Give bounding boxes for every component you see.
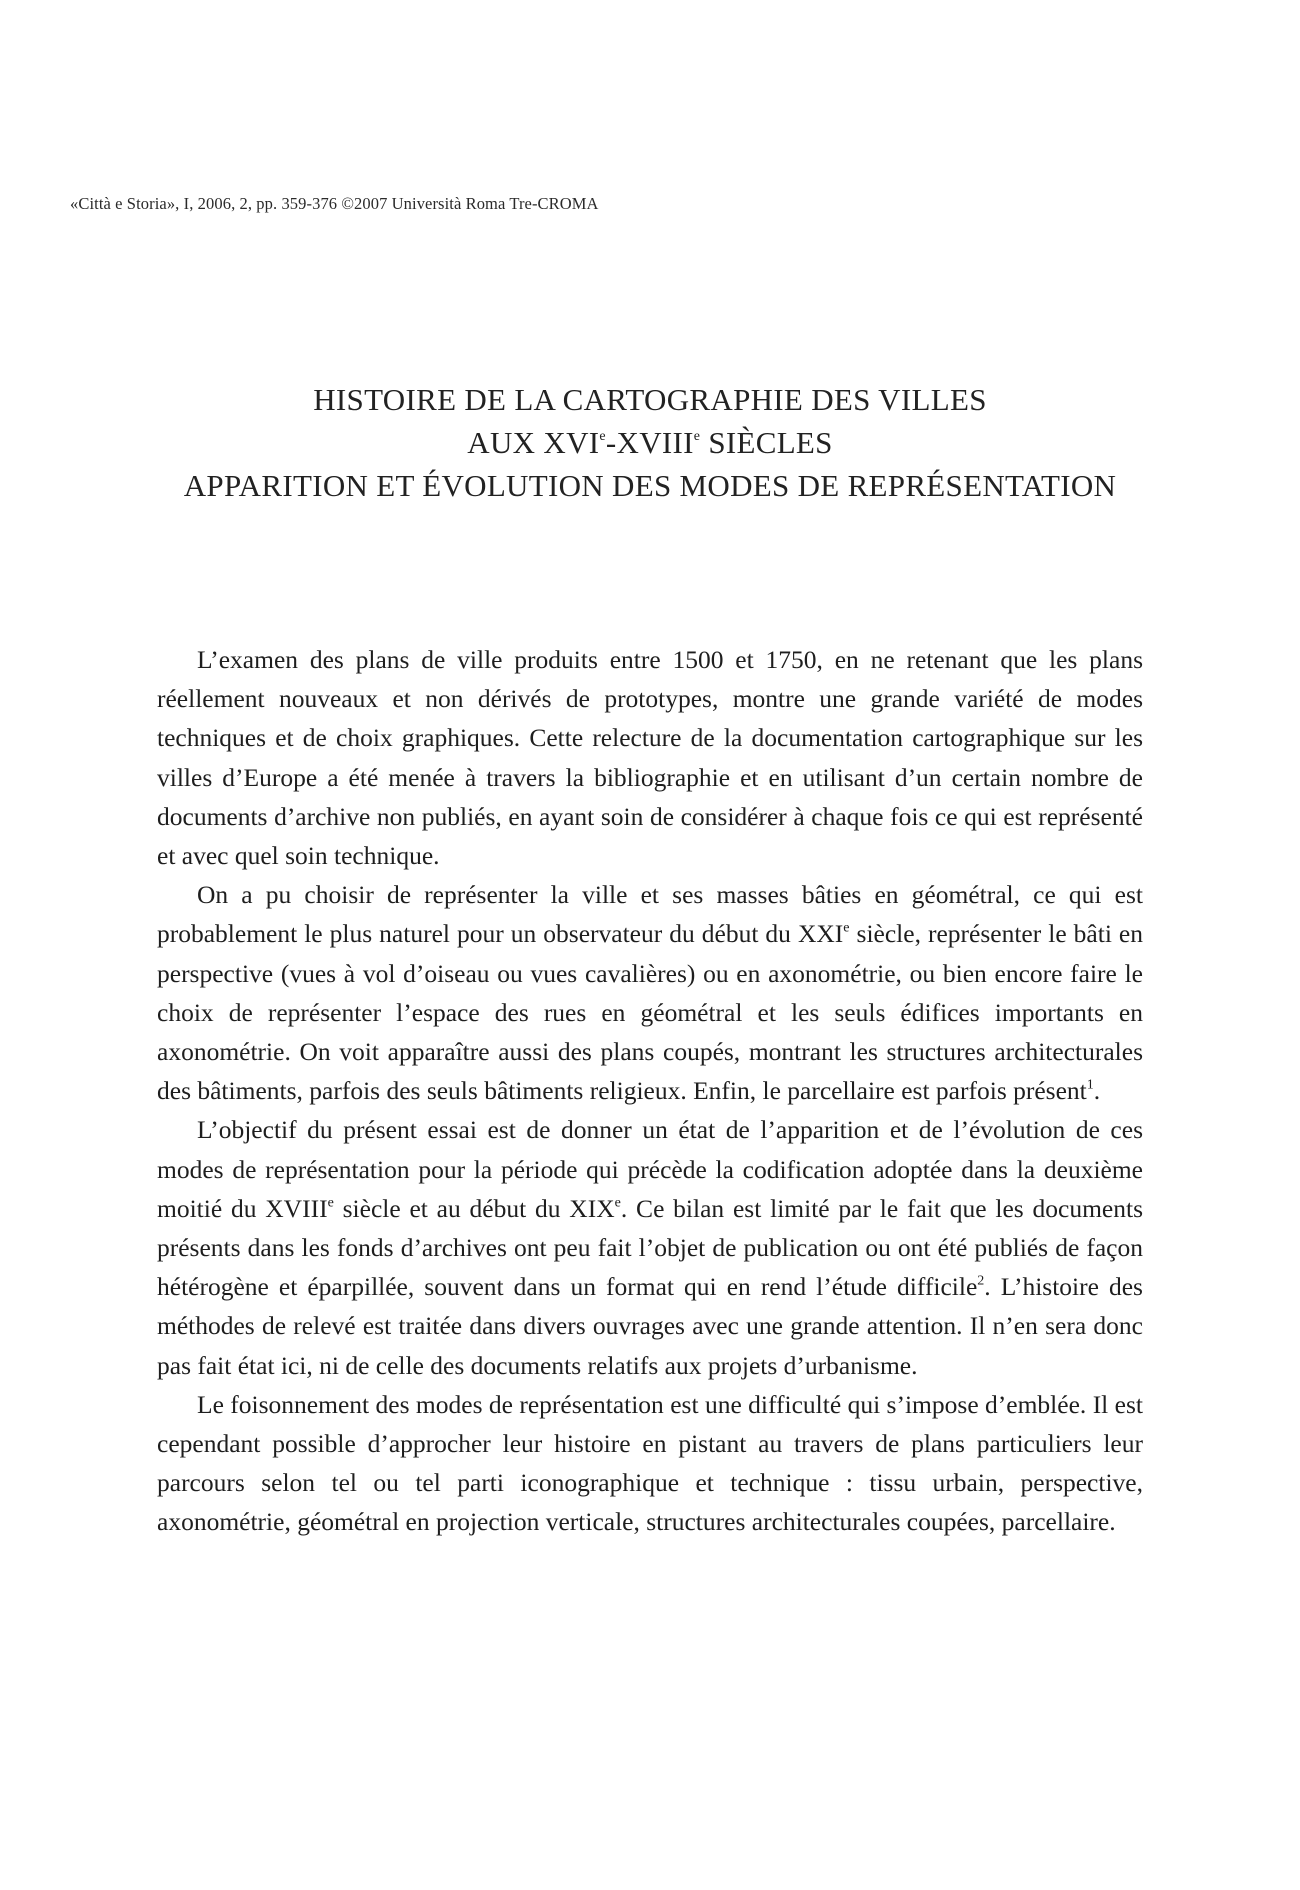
- paragraph-4: Le foisonnement des modes de représentation est une difficulté qui s’impose d’emblée. Il est cependant possible d’approcher leur histoire en pistant au travers de plans particuliers leur parcours selon tel ou tel parti iconographique et technique : tissu urbain, perspective, axonométrie, géométral en projection verticale, structures architecturales coupées, parcellaire.: [157, 1389, 1143, 1537]
- title-line-2-part-a: AUX XVI: [467, 425, 600, 460]
- footnote-ref-1[interactable]: 1: [1086, 1077, 1094, 1093]
- paragraph-3-part-c: . Ce bilan est limité par le fait que les documents présents dans les fonds d’archives ont peu fait l’objet de publication ou ont été publiés de façon hétérogène et éparpillée, souvent dans un format qui en rend l’étude difficile: [157, 1193, 1143, 1302]
- century-superscript: e: [843, 920, 850, 936]
- running-head: «Città e Storia», I, 2006, 2, pp. 359-376 ©2007 Università Roma Tre-CROMA: [70, 194, 599, 213]
- paragraph-3-part-b: siècle et au début du XIX: [333, 1193, 615, 1223]
- century-superscript: e: [614, 1195, 621, 1211]
- paragraph-2-part-a: On a pu choisir de représenter la ville et ses masses bâties en géométral, ce qui est probablement le plus naturel pour un observateur du début du XXI: [157, 880, 1143, 949]
- footnote-ref-2[interactable]: 2: [977, 1273, 985, 1289]
- paragraph-1: L’examen des plans de ville produits entre 1500 et 1750, en ne retenant que les plans réellement nouveaux et non dérivés de prototypes, montre une grande variété de modes techniques et de choix graphiques. Cette relecture de la documentation cartographique sur les villes d’Europe a été menée à travers la bibliographie et en utilisant d’un certain nombre de documents d’archive non publiés, en ayant soin de considérer à chaque fois ce qui est représenté et avec quel soin technique.: [157, 645, 1143, 871]
- title-superscript-2: e: [693, 428, 701, 444]
- title-line-1: HISTOIRE DE LA CARTOGRAPHIE DES VILLES: [313, 382, 987, 417]
- article-title: [150, 378, 1150, 507]
- paragraph-3: [157, 1110, 1143, 1384]
- title-line-2: [150, 421, 1150, 464]
- article-body: [157, 640, 1143, 1542]
- paragraph-2: [157, 875, 1143, 1110]
- paragraph-3-part-d: . L’histoire des méthodes de relevé est traitée dans divers ouvrages avec une grande attention. Il n’en sera donc pas fait état ici, ni de celle des documents relatifs aux projets d’urbanisme.: [157, 1272, 1143, 1380]
- title-line-3: APPARITION ET ÉVOLUTION DES MODES DE REPRÉSENTATION: [183, 468, 1117, 503]
- century-superscript: e: [327, 1195, 334, 1211]
- paragraph-3-part-a: L’objectif du présent essai est de donner un état de l’apparition et de l’évolution de ces modes de représentation pour la période qui précède la codification adoptée dans la deuxième moitié du XVIII: [157, 1115, 1143, 1223]
- paragraph-2-part-b: siècle, représenter le bâti en perspective (vues à vol d’oiseau ou vues cavalières) ou en axonométrie, ou bien encore faire le choix de représenter l’espace des rues en géométral et les seuls édifices importants en axonométrie. On voit apparaître aussi des plans coupés, montrant les structures architecturales des bâtiments, parfois des seuls bâtiments religieux. Enfin, le parcellaire est parfois présent: [157, 919, 1144, 1106]
- title-superscript-1: e: [599, 428, 606, 444]
- title-line-2-part-c: SIÈCLES: [700, 425, 833, 460]
- title-line-2-part-b: -XVIII: [605, 425, 694, 460]
- paragraph-2-part-c: .: [1093, 1076, 1101, 1106]
